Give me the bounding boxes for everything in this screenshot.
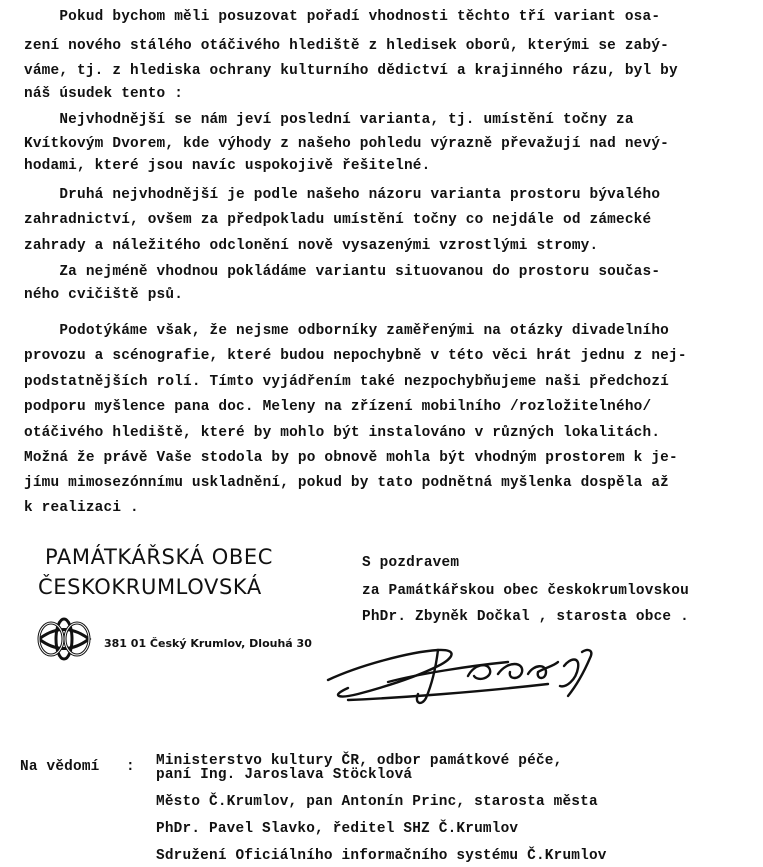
- body-line: Podotýkáme však, že nejsme odborníky zaměřenými na otázky divadelního: [24, 323, 670, 339]
- body-line: náš úsudek tento :: [24, 86, 184, 102]
- closing-on-behalf: za Památkářskou obec českokrumlovskou: [362, 583, 689, 599]
- body-line: váme, tj. z hlediska ochrany kulturního dědictví a krajinného rázu, byl by: [24, 63, 678, 79]
- cc-item: paní Ing. Jaroslava Stöcklová: [156, 767, 413, 783]
- body-line: zahradnictví, ovšem za předpokladu umístění točny co nejdále od zámecké: [24, 212, 652, 228]
- stamp-title-line1: PAMÁTKÁŘSKÁ OBEC: [45, 545, 273, 569]
- knot-emblem-icon: [35, 616, 93, 662]
- body-line: otáčivého hlediště, které by mohlo být instalováno v různých lokalitách.: [24, 425, 661, 441]
- body-line: Možná že právě Vaše stodola by po obnově mohla být vhodným prostorem k je-: [24, 450, 678, 466]
- body-line: Kvítkovým Dvorem, kde výhody z našeho pohledu výrazně převažují nad nevý-: [24, 136, 670, 152]
- body-line: Pokud bychom měli posuzovat pořadí vhodnosti těchto tří variant osa-: [24, 9, 661, 25]
- cc-item: PhDr. Pavel Slavko, ředitel SHZ Č.Krumlov: [156, 821, 519, 837]
- body-line: zahrady a náležitého odclonění nově vysazenými vzrostlými stromy.: [24, 238, 599, 254]
- body-line: hodami, které jsou navíc uspokojivě řešitelné.: [24, 158, 431, 174]
- body-line: ného cvičiště psů.: [24, 287, 184, 303]
- body-line: podporu myšlence pana doc. Meleny na zřízení mobilního /rozložitelného/: [24, 399, 652, 415]
- body-line: Za nejméně vhodnou pokládáme variantu situovanou do prostoru součas-: [24, 264, 661, 280]
- body-line: jímu mimosezónnímu uskladnění, pokud by tato podnětná myšlenka dospěla až: [24, 475, 670, 491]
- body-line: zení nového stálého otáčivého hlediště z hledisek oborů, kterými se zabý-: [24, 38, 670, 54]
- cc-label: Na vědomí :: [20, 759, 135, 775]
- closing-signatory: PhDr. Zbyněk Dočkal , starosta obce .: [362, 609, 689, 625]
- body-line: podstatnějších rolí. Tímto vyjádřením také nezpochybňujeme naši předchozí: [24, 374, 670, 390]
- closing-greeting: S pozdravem: [362, 555, 460, 571]
- cc-item: Sdružení Oficiálního informačního systému Č.Krumlov: [156, 848, 607, 864]
- cc-item: Ministerstvo kultury ČR, odbor památkové péče,: [156, 753, 563, 769]
- body-line: provozu a scénografie, které budou nepochybně v této věci hrát jednu z nej-: [24, 348, 687, 364]
- stamp-address: 381 01 Český Krumlov, Dlouhá 30: [104, 637, 312, 650]
- cc-item: Město Č.Krumlov, pan Antonín Princ, starosta města: [156, 794, 598, 810]
- body-line: Druhá nejvhodnější je podle našeho názoru varianta prostoru bývalého: [24, 187, 661, 203]
- body-line: Nejvhodnější se nám jeví poslední varianta, tj. umístění točny za: [24, 112, 634, 128]
- handwritten-signature: [318, 636, 618, 708]
- body-line: k realizaci .: [24, 500, 139, 516]
- stamp-title-line2: ČESKOKRUMLOVSKÁ: [38, 575, 262, 599]
